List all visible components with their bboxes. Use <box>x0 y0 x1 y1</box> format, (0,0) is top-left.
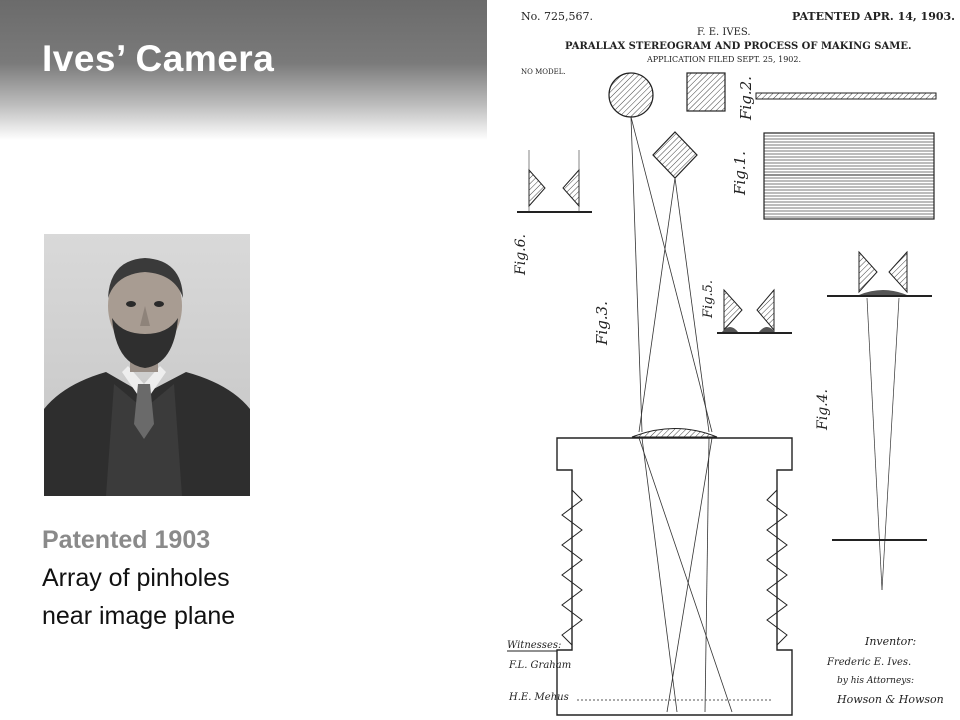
attorneys-signature: Howson & Howson <box>837 693 944 706</box>
inventor-label: Inventor: <box>865 635 917 648</box>
patent-model: NO MODEL. <box>521 68 566 76</box>
patent-application: APPLICATION FILED SEPT. 25, 1902. <box>647 55 802 64</box>
caption-line-2: Array of pinholes <box>42 564 230 592</box>
fig2-label: Fig.2. <box>737 76 755 120</box>
inventor-signature: Frederic E. Ives. <box>827 657 912 668</box>
attorneys-label: by his Attorneys: <box>837 676 915 686</box>
caption <box>42 521 235 635</box>
patent-date: PATENTED APR. 14, 1903. <box>792 10 955 23</box>
patent-inventor-name: F. E. IVES. <box>697 27 751 38</box>
fig5-label: Fig.5. <box>701 279 716 318</box>
caption-line-3: near image plane <box>42 602 236 630</box>
witness-1: F.L. Graham <box>509 660 572 671</box>
fig3-label: Fig.3. <box>593 301 611 345</box>
fig6-label: Fig.6. <box>513 234 529 275</box>
fig4-label: Fig.4. <box>815 389 831 430</box>
patent-title: PARALLAX STEREOGRAM AND PROCESS OF MAKING SAME. <box>565 41 912 52</box>
caption-patented: Patented 1903 <box>42 526 211 554</box>
witnesses-label: Witnesses: <box>507 640 562 651</box>
patent-number: No. 725,567. <box>521 10 594 23</box>
patent-drawing <box>487 0 960 720</box>
witness-2: H.E. Mehus <box>509 692 569 703</box>
portrait-photo <box>44 234 250 496</box>
slide-title: Ives’ Camera <box>42 38 275 79</box>
fig1-label: Fig.1. <box>731 151 749 195</box>
